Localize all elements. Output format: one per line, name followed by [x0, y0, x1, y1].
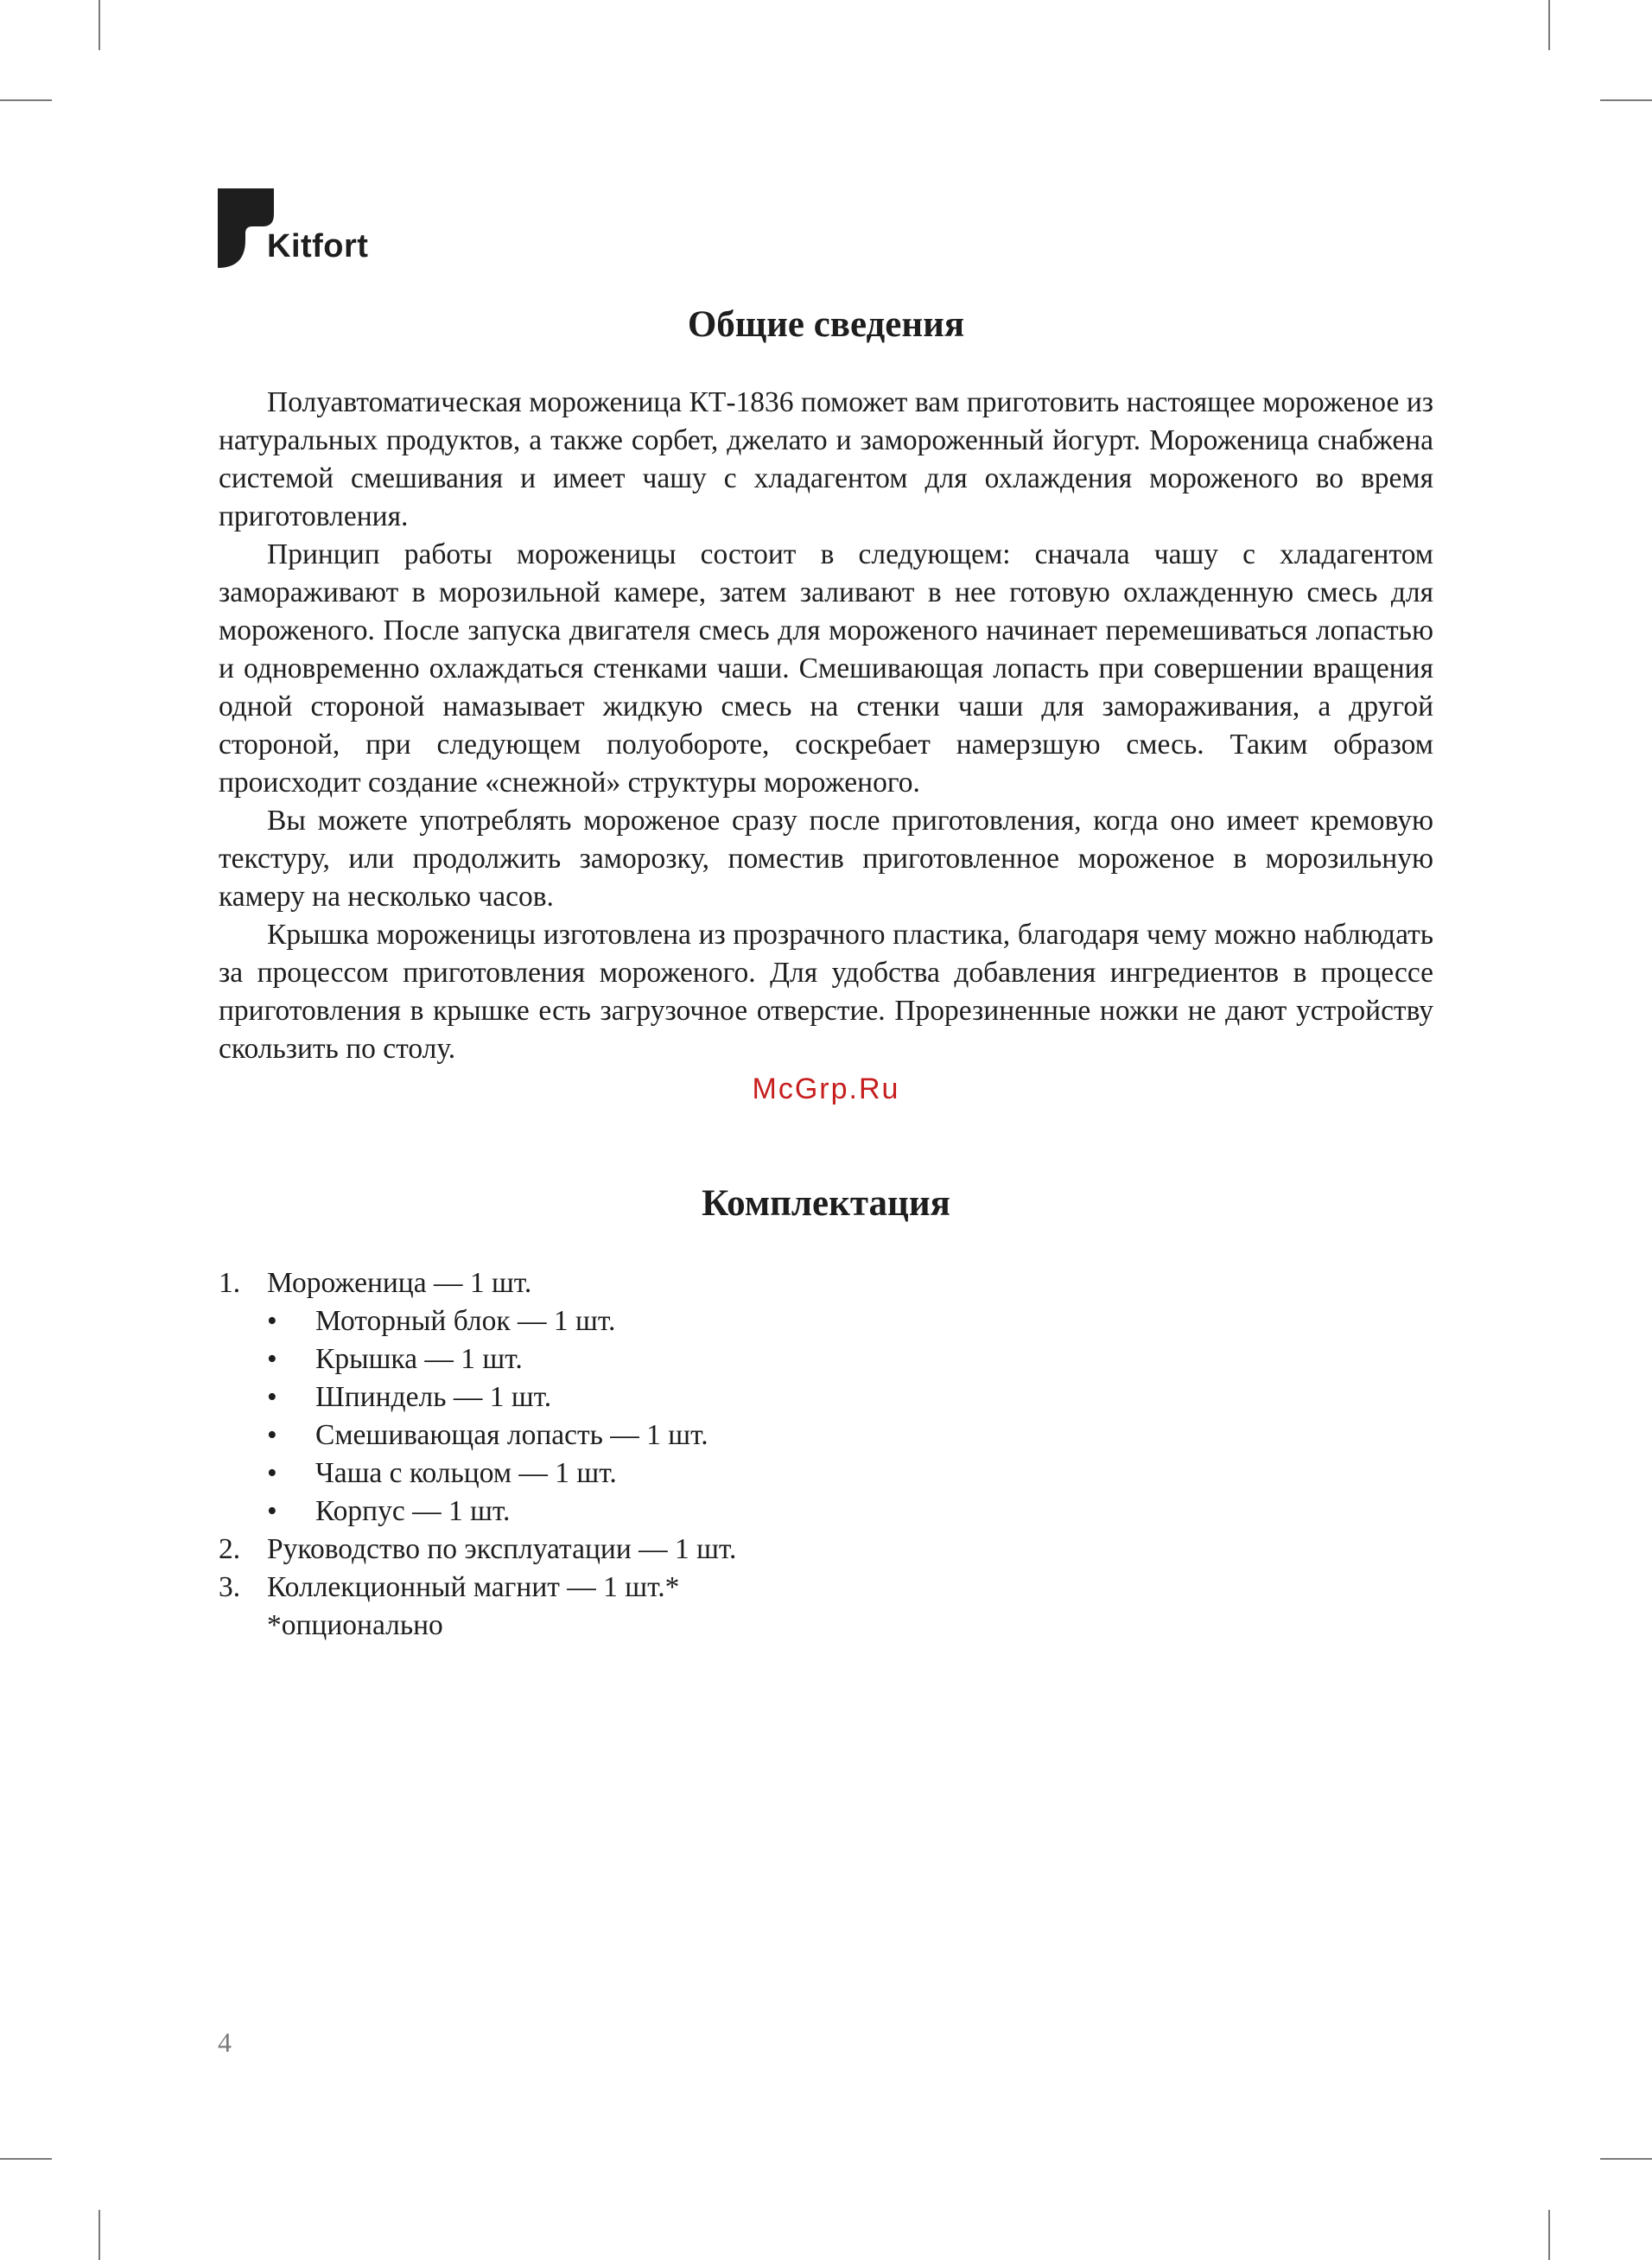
- sub-item-label: Шпиндель — 1 шт.: [315, 1381, 552, 1414]
- paragraph: Принцип работы мороженицы состоит в следующем: сначала чашу с хладагентом замораживают в морозильной камере, затем заливают в нее готовую охлажденную смесь для мороженого. После запуска двигателя смесь для мороженого начинает перемешиваться лопастью и одновременно охлаждаться стенками чаши. Смешивающая лопасть при совершении вращения одной стороной намазывает жидкую смесь на стенки чаши для замораживания, а другой стороной, при следующем полуобороте, соскребает намерзшую смесь. Таким образом происходит создание «снежной» структуры мороженого.: [219, 538, 1433, 799]
- list-item-label: Руководство по эксплуатации — 1 шт.: [267, 1533, 737, 1566]
- bullet-icon: •: [267, 1305, 277, 1338]
- sub-list-item: [267, 1340, 1433, 1378]
- bullet-icon: •: [267, 1419, 277, 1452]
- bullet-icon: •: [267, 1343, 277, 1376]
- list-item: [219, 1531, 1433, 1569]
- paragraph: Полуавтоматическая мороженица КТ-1836 поможет вам приготовить настоящее мороженое из натуральных продуктов, а также сорбет, джелато и замороженный йогурт. Мороженица снабжена системой смешивания и имеет чашу с хладагентом для охлаждения мороженого во время приготовления.: [219, 385, 1433, 532]
- kitfort-logo: [218, 188, 391, 268]
- sub-item-label: Корпус — 1 шт.: [315, 1495, 511, 1528]
- kit-list: [219, 1264, 1433, 1607]
- crop-mark: [98, 2210, 100, 2260]
- list-item-label: Мороженица — 1 шт.: [267, 1267, 532, 1300]
- bullet-icon: •: [267, 1457, 277, 1490]
- paragraph: Крышка мороженицы изготовлена из прозрачного пластика, благодаря чему можно наблюдать за процессом приготовления мороженого. Для удобства добавления ингредиентов в процессе приготовления в крышке есть загрузочное отверстие. Прорезиненные ножки не дают устройству скользить по столу.: [219, 918, 1433, 1065]
- list-number: 2.: [219, 1533, 241, 1566]
- page-number: 4: [218, 2027, 232, 2058]
- list-item: [219, 1569, 1433, 1607]
- list-item: [219, 1264, 1433, 1531]
- sub-item-label: Моторный блок — 1 шт.: [315, 1305, 616, 1338]
- crop-mark: [1600, 99, 1652, 101]
- paragraph: Вы можете употреблять мороженое сразу после приготовления, когда оно имеет кремовую текстуру, или продолжить заморозку, поместив приготовленное мороженое в морозильную камеру на несколько часов.: [219, 804, 1433, 913]
- crop-mark: [1600, 2158, 1652, 2160]
- bullet-icon: •: [267, 1381, 277, 1414]
- sub-list-item: [267, 1378, 1433, 1416]
- sub-item-label: Чаша с кольцом — 1 шт.: [315, 1457, 617, 1490]
- list-number: 1.: [219, 1267, 241, 1300]
- section-heading-general: Общие сведения: [687, 304, 965, 345]
- crop-mark: [1548, 2210, 1550, 2260]
- crop-mark: [0, 99, 52, 101]
- logo-text: Kitfort: [267, 228, 369, 264]
- sub-list-item: [267, 1493, 1433, 1531]
- list-item-label: Коллекционный магнит — 1 шт.*: [267, 1571, 680, 1604]
- sub-item-label: Крышка — 1 шт.: [315, 1343, 523, 1376]
- bullet-icon: •: [267, 1495, 277, 1528]
- page-content: [219, 302, 1433, 1645]
- watermark: McGrp.Ru: [752, 1072, 900, 1105]
- sub-list: [267, 1302, 1433, 1531]
- section-heading-kit: Комплектация: [702, 1182, 950, 1224]
- crop-mark: [0, 2158, 52, 2160]
- crop-mark: [1548, 0, 1550, 50]
- sub-list-item: [267, 1455, 1433, 1493]
- crop-mark: [98, 0, 100, 50]
- sub-list-item: [267, 1416, 1433, 1455]
- sub-list-item: [267, 1302, 1433, 1340]
- sub-item-label: Смешивающая лопасть — 1 шт.: [315, 1419, 708, 1452]
- footnote: *опционально: [267, 1609, 443, 1642]
- list-number: 3.: [219, 1571, 241, 1604]
